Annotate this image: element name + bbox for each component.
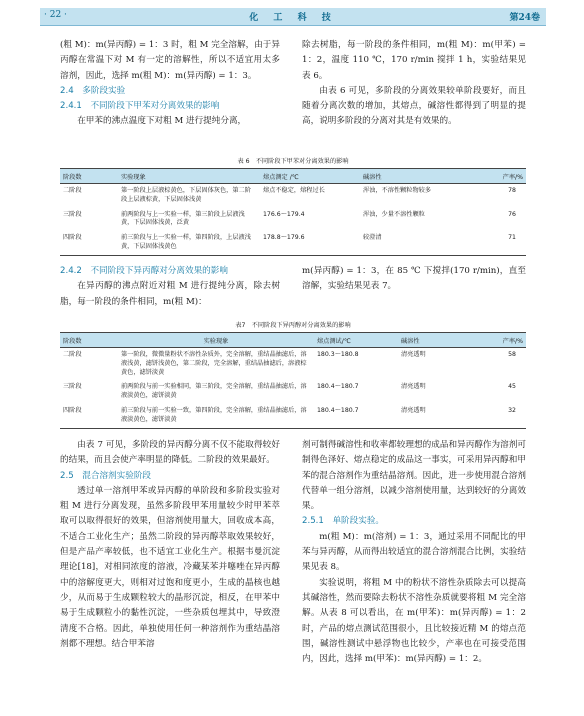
table-cell: 32 <box>484 404 526 428</box>
volume-number: 第24卷 <box>509 13 540 23</box>
table-header: 实验现象 <box>118 333 314 348</box>
paragraph: 在甲苯的沸点温度下对粗 M 进行提纯分离， <box>77 116 247 127</box>
table-cell: 四阶段 <box>60 231 118 255</box>
left-column-top <box>60 38 280 130</box>
table-cell: 四阶段 <box>60 404 118 428</box>
section-heading-2-4-2: 2.4.2 不同阶段下异丙醇对分离效果的影响 <box>60 266 228 276</box>
paragraph: 实验说明，将粗 M 中的粉状不溶性杂质除去可以提高其碱溶性，然而要除去粉状不溶性杂质就要将粗 M 完全溶解。从表 8 可以看出，在 m(甲苯)：m(异丙醇) = 1：2 时，产品的熔点测试范围很小，且比较接近精 M 的熔点范围，碱溶性测试中悬浮物也比较少，产率也在可接受范围内，因此，选择 m(甲苯)：m(异丙醇) = 1：2。 <box>302 577 526 665</box>
table-header: 熔点测试/℃ <box>314 333 398 348</box>
table-cell: 清亮透明 <box>401 351 426 358</box>
table-header: 熔点测定 /℃ <box>260 169 360 184</box>
section-heading-2-4: 2.4 多阶段实验 <box>60 85 126 96</box>
table-cell: 180.4～180.7 <box>317 383 359 391</box>
table-row <box>60 348 526 381</box>
table-cell: 180.3～180.8 <box>317 351 359 358</box>
table-cell: 清亮透明 <box>398 404 484 428</box>
table-cell: 前两阶段与上一实验一样，第三阶段上层液浅黄，下层固体浅黄，泛黄 <box>121 210 245 227</box>
table-header: 实验现象 <box>118 169 260 184</box>
table-7 <box>60 332 526 429</box>
table-6-caption: 表 6 不同阶段下甲苯对分离效果的影响 <box>237 158 349 165</box>
table-cell: 熔点不稳定，熔程过长 <box>263 187 325 194</box>
table-cell: 二阶段 <box>63 187 82 194</box>
table-7-caption: 表7 不同阶段下异丙醇对分离效果的影响 <box>235 322 351 329</box>
journal-name: 化 工 科 技 <box>249 13 337 23</box>
paragraph: 在异丙醇的沸点附近对粗 M 进行提纯分离，除去树脂，每一阶段的条件相同，m(粗 M)： <box>60 281 280 307</box>
table-cell: 178.8～179.6 <box>260 231 360 255</box>
paragraph: 除去树脂，每一阶段的条件相同，m(粗 M)：m(甲苯) = 1：2，温度 110 ℃，170 r/min 搅拌 1 h，实验结果见表 6。 <box>302 40 526 81</box>
table-cell: 浑浊，少量不溶性颗粒 <box>363 210 425 218</box>
right-column-bottom <box>302 438 526 667</box>
table-header: 碱溶性 <box>398 333 484 348</box>
section-heading-2-4-1: 2.4.1 不同阶段下甲苯对分离效果的影响 <box>60 101 220 112</box>
left-column-middle <box>60 264 280 310</box>
table-6 <box>60 168 526 256</box>
right-column-middle <box>302 264 526 295</box>
table-cell: 第一阶段上层液棕黄色，下层固体灰色，第二阶段上层液棕黄，下层固体浅黄 <box>121 187 251 203</box>
table-cell: 浑浊，不溶性颗粒物较多 <box>363 187 432 194</box>
page-number: · 22 · <box>44 10 67 20</box>
paragraph: (粗 M)：m(异丙醇) = 1：3 时，粗 M 完全溶解，由于异丙醇在常温下对 M 有一定的溶解性，所以不适宜用太多溶剂，因此，选择 m(粗 M)：m(异丙醇) = 1：3。 <box>60 40 280 81</box>
paragraph: 透过单一溶剂甲苯或异丙醇的单阶段和多阶段实验对粗 M 进行分离发现，虽然多阶段甲苯用量较少时甲苯萃取可以取得很好的效果，但溶剂使用量大，回收成本高，不适合工业化生产；虽然二阶段的异丙醇萃取效果较好，但是产品产率较低，也不适宜工业化生产。根据韦曼沉淀理论[18]，对相同浓度的溶液，冷藏某苯并噻唑在异丙醇中的溶解度更大，则相对过饱和度更小，生成的晶核也越少，从而易于生成颗粒较大的晶形沉淀，相反，在甲苯中易于生成颗粒小的黏性沉淀，一些杂质包埋其中，导致澄清度不合格。因此，单独使用任何一种溶剂作为重结晶溶剂都不理想。结合甲苯溶 <box>60 485 280 649</box>
table-cell: 78 <box>508 187 516 194</box>
page-header <box>40 8 546 26</box>
table-cell: 45 <box>508 383 516 391</box>
table-header: 产率/% <box>484 333 526 348</box>
table-cell: 第一阶段，微微量粉状不溶性杂质外，完全溶解，重结晶抽滤后，溶液浅黄，滤饼浅黄色，第二阶段，完全溶解，重结晶抽滤后，溶液棕黄色，滤饼淡黄 <box>121 351 307 376</box>
paragraph: 剂可制得碱溶性和收率都较理想的成品和异丙醇作为溶剂可制得色泽好、熔点稳定的成品这一事实，可采用异丙醇和甲苯的混合溶剂作为重结晶溶剂。因此，进一步使用混合溶剂代替单一组分溶剂，以减少溶剂使用量，达到较好的分离效果。 <box>302 440 526 512</box>
table-row <box>60 380 526 404</box>
table-cell: 前两阶段与前一实验相同，第三阶段，完全溶解，重结晶抽滤后，溶液淡黄色，滤饼淡黄 <box>121 383 307 400</box>
table-header: 阶段数 <box>60 169 118 184</box>
paragraph: 由表 6 可见，多阶段的分离效果较单阶段要好，而且随着分离次数的增加，其熔点，碱溶性都得到了明显的提高，说明多阶段的分离对其是有效果的。 <box>302 85 526 127</box>
table-cell: 清亮透明 <box>401 383 426 391</box>
table-cell: 二阶段 <box>63 351 82 358</box>
table-cell: 180.4～180.7 <box>314 404 398 428</box>
table-row <box>60 231 526 255</box>
table-cell: 较澄清 <box>360 231 470 255</box>
table-cell: 三阶段 <box>63 210 82 218</box>
table-cell: 前三阶段与前一实验一致，第四阶段，完全溶解，重结晶抽滤后，溶液淡黄色，滤饼淡黄 <box>118 404 314 428</box>
table-row <box>60 208 526 232</box>
table-header: 产率/% <box>470 169 526 184</box>
table-row <box>60 404 526 428</box>
table-header: 阶段数 <box>60 333 118 348</box>
table-row <box>60 184 526 208</box>
section-heading-2-5-1: 2.5.1 单阶段实验。 <box>302 516 385 527</box>
paragraph: m(异丙醇) = 1：3，在 85 ℃ 下搅拌(170 r/min)，直至溶解，实验结果见表 7。 <box>302 266 526 292</box>
table-cell: 71 <box>470 231 526 255</box>
table-cell: 三阶段 <box>63 383 82 391</box>
left-column-bottom <box>60 438 280 652</box>
table-cell: 76 <box>508 210 516 218</box>
table-header: 碱溶性 <box>360 169 470 184</box>
table-cell: 前三阶段与上一实验一样，第四阶段，上层液浅黄，下层固体浅黄色 <box>118 231 260 255</box>
right-column-top <box>302 38 526 130</box>
table-cell: 176.6～179.4 <box>263 210 305 218</box>
section-heading-2-5: 2.5 混合溶剂实验阶段 <box>60 470 152 481</box>
paragraph: 由表 7 可见，多阶段的异丙醇分离不仅不能取得较好的结果，而且会使产率明显的降低。二阶段的效果最好。 <box>60 440 280 466</box>
paragraph: m(粗 M)：m(溶剂) = 1：3，通过采用不同配比的甲苯与异丙醇，从而得出较适宜的混合溶剂混合比例，实验结果见表 8。 <box>302 531 526 573</box>
table-cell: 58 <box>508 351 516 358</box>
